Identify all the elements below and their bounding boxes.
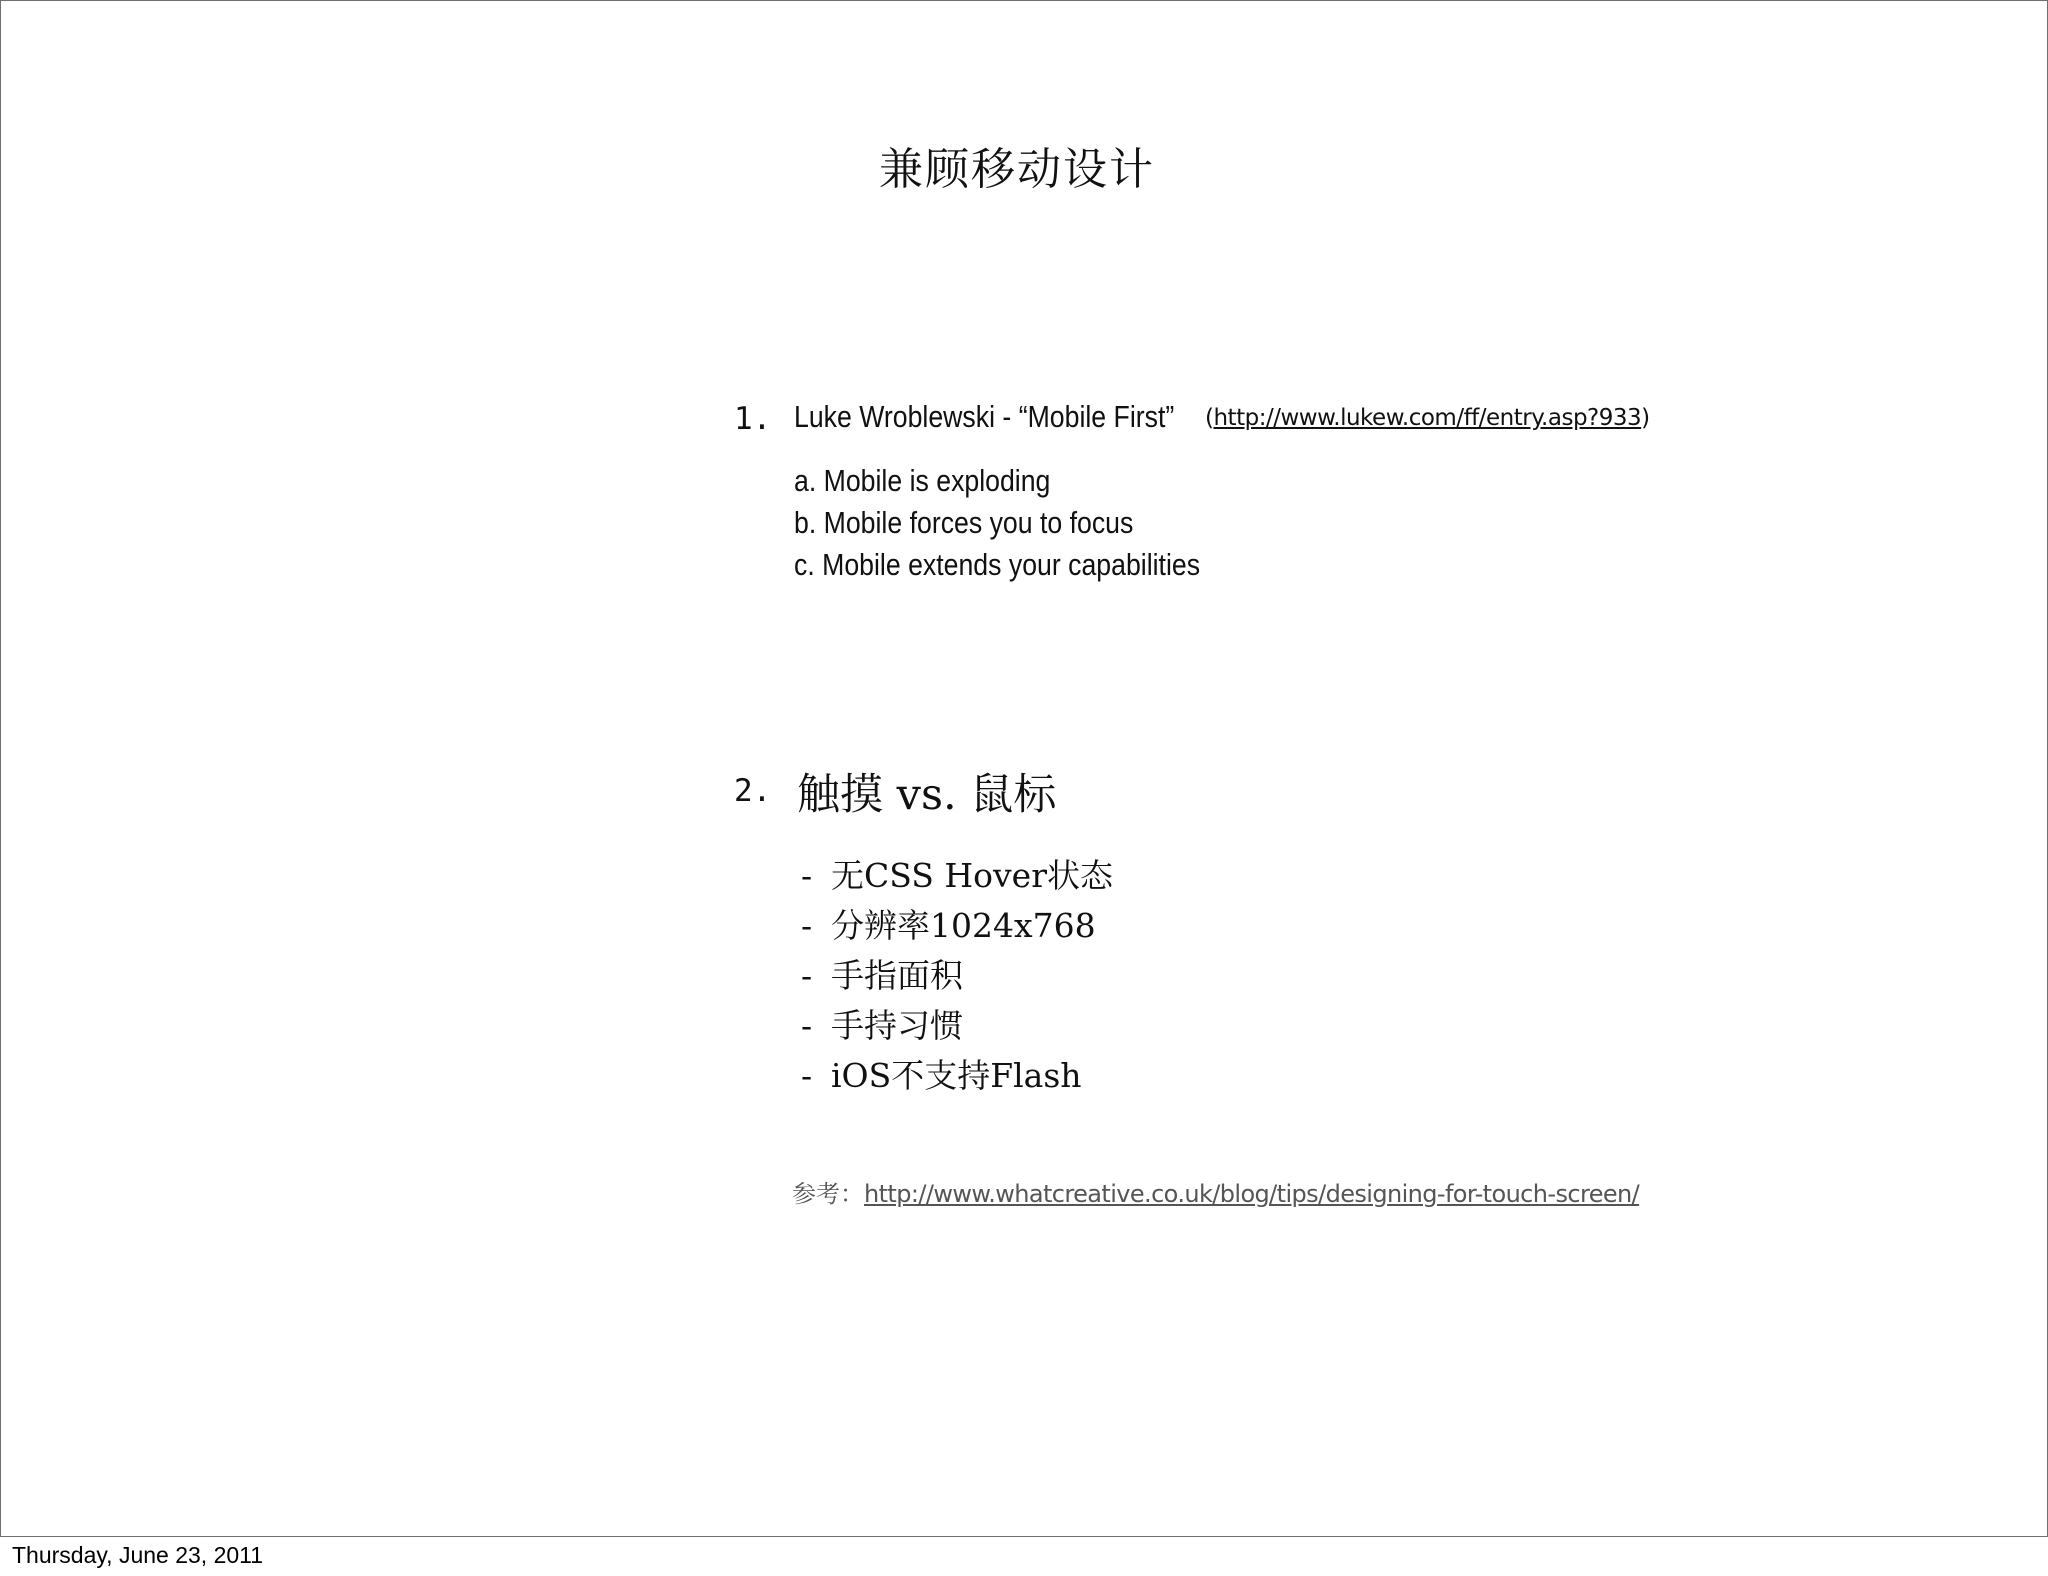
section2-heading: 触摸 vs. 鼠标 — [797, 770, 1057, 820]
list-item: b. Mobile forces you to focus — [794, 505, 1134, 540]
list-item — [801, 1051, 1113, 1101]
list-item: c. Mobile extends your capabilities — [794, 547, 1201, 582]
reference-label: 参考： — [792, 1180, 864, 1208]
section1-list — [794, 460, 1200, 586]
list-item — [801, 901, 1113, 951]
section2-list — [801, 851, 1113, 1101]
dash-bullet: - — [801, 856, 813, 895]
link-close-paren: ) — [1641, 405, 1650, 431]
list-item — [801, 1001, 1113, 1051]
dash-bullet: - — [801, 1006, 813, 1045]
whatcreative-link[interactable]: http://www.whatcreative.co.uk/blog/tips/designing-for-touch-screen/ — [864, 1180, 1640, 1208]
list-item-text: 无CSS Hover状态 — [831, 856, 1113, 895]
list-item: a. Mobile is exploding — [794, 463, 1051, 498]
dash-bullet: - — [801, 906, 813, 945]
dash-bullet: - — [801, 1056, 813, 1095]
reference-line — [792, 1174, 1639, 1209]
footer-date: Thursday, June 23, 2011 — [12, 1542, 264, 1568]
list-item — [801, 851, 1113, 901]
list-item-text: iOS不支持Flash — [831, 1056, 1082, 1095]
link-open-paren: ( — [1205, 405, 1214, 431]
slide-title: 兼顾移动设计 — [879, 144, 1155, 195]
list-item-text: 手持习惯 — [831, 1006, 963, 1045]
list-item-text: 分辨率1024x768 — [831, 906, 1096, 945]
section1-heading: Luke Wroblewski - “Mobile First” — [794, 399, 1175, 434]
list-item — [801, 951, 1113, 1001]
lukew-link[interactable]: http://www.lukew.com/ff/entry.asp?933 — [1213, 405, 1642, 431]
section2-number: 2. — [734, 773, 772, 809]
dash-bullet: - — [801, 956, 813, 995]
section1-number: 1. — [734, 401, 772, 437]
list-item-text: 手指面积 — [831, 956, 963, 995]
section1-link-wrapper — [1205, 405, 1650, 431]
